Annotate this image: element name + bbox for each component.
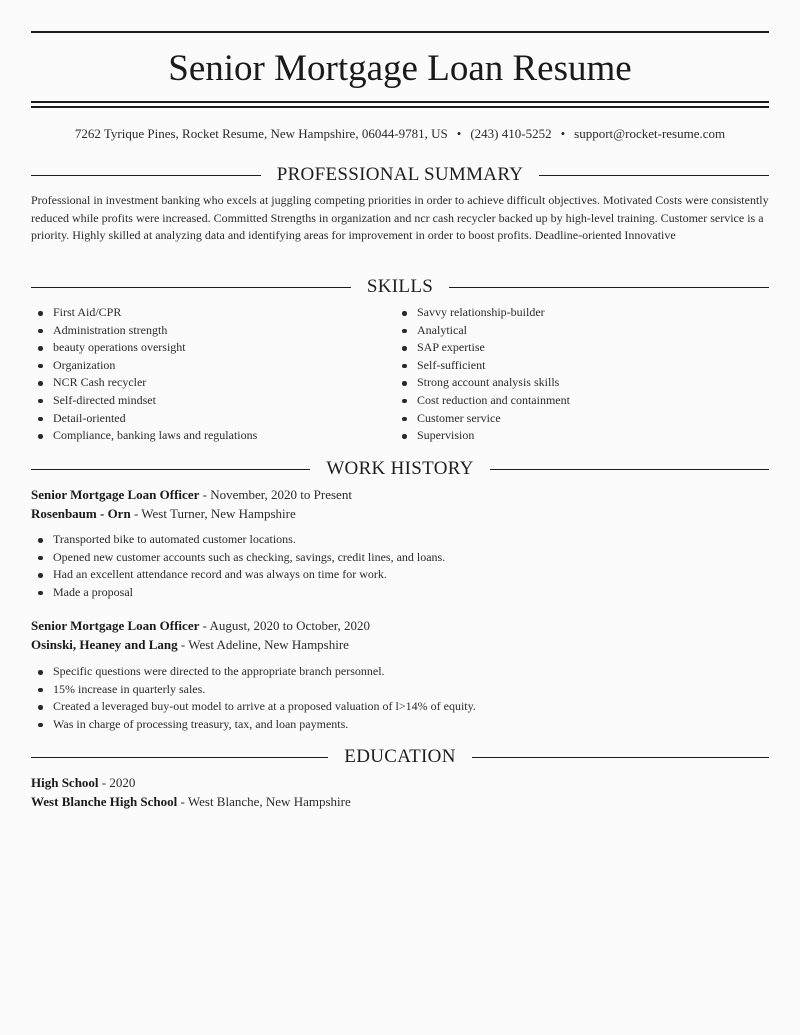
- heading-rule-right: [449, 287, 769, 288]
- skill-item: Administration strength: [31, 322, 371, 340]
- dash: -: [180, 637, 186, 652]
- top-rule: [31, 31, 769, 33]
- heading-rule-left: [31, 469, 310, 470]
- skill-item: Compliance, banking laws and regulations: [31, 427, 371, 445]
- job-1-bullets: [31, 531, 769, 601]
- job-company: Osinski, Heaney and Lang: [31, 637, 178, 652]
- job-bullet: Created a leveraged buy-out model to arrive at a proposed valuation of l>14% of equity.: [31, 698, 769, 716]
- contact-line: [31, 125, 769, 143]
- job-title: Senior Mortgage Loan Officer: [31, 487, 200, 502]
- work-heading: [31, 457, 769, 481]
- summary-heading-label: PROFESSIONAL SUMMARY: [276, 164, 524, 185]
- skill-item: Savvy relationship-builder: [395, 304, 735, 322]
- job-bullet: Made a proposal: [31, 584, 769, 602]
- job-bullet: Specific questions were directed to the appropriate branch personnel.: [31, 663, 769, 681]
- contact-phone: (243) 410-5252: [470, 126, 552, 141]
- skills-list-left: [31, 304, 371, 445]
- skill-item: Analytical: [395, 322, 735, 340]
- summary-heading: [31, 163, 769, 187]
- skill-item: Cost reduction and containment: [395, 392, 735, 410]
- job-bullet: Was in charge of processing treasury, tax, and loan payments.: [31, 716, 769, 734]
- job-title: Senior Mortgage Loan Officer: [31, 618, 200, 633]
- job-bullet: 15% increase in quarterly sales.: [31, 681, 769, 699]
- job-2-title-line: [31, 617, 769, 636]
- job-bullet: Opened new customer accounts such as checking, savings, credit lines, and loans.: [31, 549, 769, 567]
- skill-item: Strong account analysis skills: [395, 374, 735, 392]
- heading-rule-left: [31, 175, 261, 176]
- education-degree: High School: [31, 775, 99, 790]
- education-school: West Blanche High School: [31, 794, 178, 809]
- heading-rule-left: [31, 287, 351, 288]
- job-location: West Turner, New Hampshire: [141, 506, 296, 521]
- education-degree-line: [31, 774, 769, 793]
- education-school-line: [31, 793, 769, 812]
- heading-rule-right: [490, 469, 769, 470]
- skill-item: SAP expertise: [395, 339, 735, 357]
- title-rule-lower: [31, 106, 769, 108]
- dash: -: [202, 487, 207, 502]
- heading-rule-right: [539, 175, 769, 176]
- education-heading-label: EDUCATION: [344, 746, 456, 767]
- contact-separator: •: [456, 126, 462, 141]
- skills-column-left: [31, 304, 371, 445]
- education-year: 2020: [109, 775, 136, 790]
- summary-text: Professional in investment banking who excels at juggling competing priorities in order to achieve difficult objectives. Motivated Costs were consistently reduced while profits were increased. Committed Strengths in organization and ncr cash recycler backed up by high-level training. Customer service is a priority. Highly skilled at analyzing data and identifying areas for improvement in order to boost profits. Deadline-oriented Innovative: [31, 193, 769, 243]
- skill-item: Self-sufficient: [395, 357, 735, 375]
- job-2-company-line: [31, 636, 769, 655]
- job-bullet: Had an excellent attendance record and was always on time for work.: [31, 566, 769, 584]
- job-bullet: Transported bike to automated customer locations.: [31, 531, 769, 549]
- contact-separator: •: [560, 126, 566, 141]
- job-1-company-line: [31, 505, 769, 524]
- contact-address: 7262 Tyrique Pines, Rocket Resume, New Hampshire, 06044-9781, US: [74, 126, 448, 141]
- skill-item: Supervision: [395, 427, 735, 445]
- job-dates: November, 2020 to Present: [210, 487, 352, 502]
- job-location: West Adeline, New Hampshire: [188, 637, 349, 652]
- heading-rule-right: [472, 757, 769, 758]
- dash: -: [133, 506, 139, 521]
- dash: -: [180, 794, 185, 809]
- skill-item: Self-directed mindset: [31, 392, 371, 410]
- skills-list-right: [395, 304, 735, 445]
- work-heading-label: WORK HISTORY: [326, 458, 474, 479]
- skill-item: Detail-oriented: [31, 410, 371, 428]
- job-company: Rosenbaum - Orn: [31, 506, 131, 521]
- skill-item: Customer service: [395, 410, 735, 428]
- job-2-bullets: [31, 663, 769, 733]
- resume-title: Senior Mortgage Loan Resume: [168, 48, 632, 89]
- job-dates: August, 2020 to October, 2020: [209, 618, 371, 633]
- skills-heading-label: SKILLS: [366, 276, 434, 297]
- contact-email: support@rocket-resume.com: [574, 126, 726, 141]
- heading-rule-left: [31, 757, 328, 758]
- dash: -: [202, 618, 207, 633]
- skills-heading: [31, 275, 769, 299]
- title-rule-upper: [31, 101, 769, 103]
- dash: -: [101, 775, 107, 790]
- skill-item: Organization: [31, 357, 371, 375]
- skills-column-right: [395, 304, 735, 445]
- education-location: West Blanche, New Hampshire: [187, 794, 351, 809]
- skill-item: beauty operations oversight: [31, 339, 371, 357]
- education-heading: [31, 745, 769, 769]
- job-1-title-line: [31, 486, 769, 505]
- skill-item: NCR Cash recycler: [31, 374, 371, 392]
- skill-item: First Aid/CPR: [31, 304, 371, 322]
